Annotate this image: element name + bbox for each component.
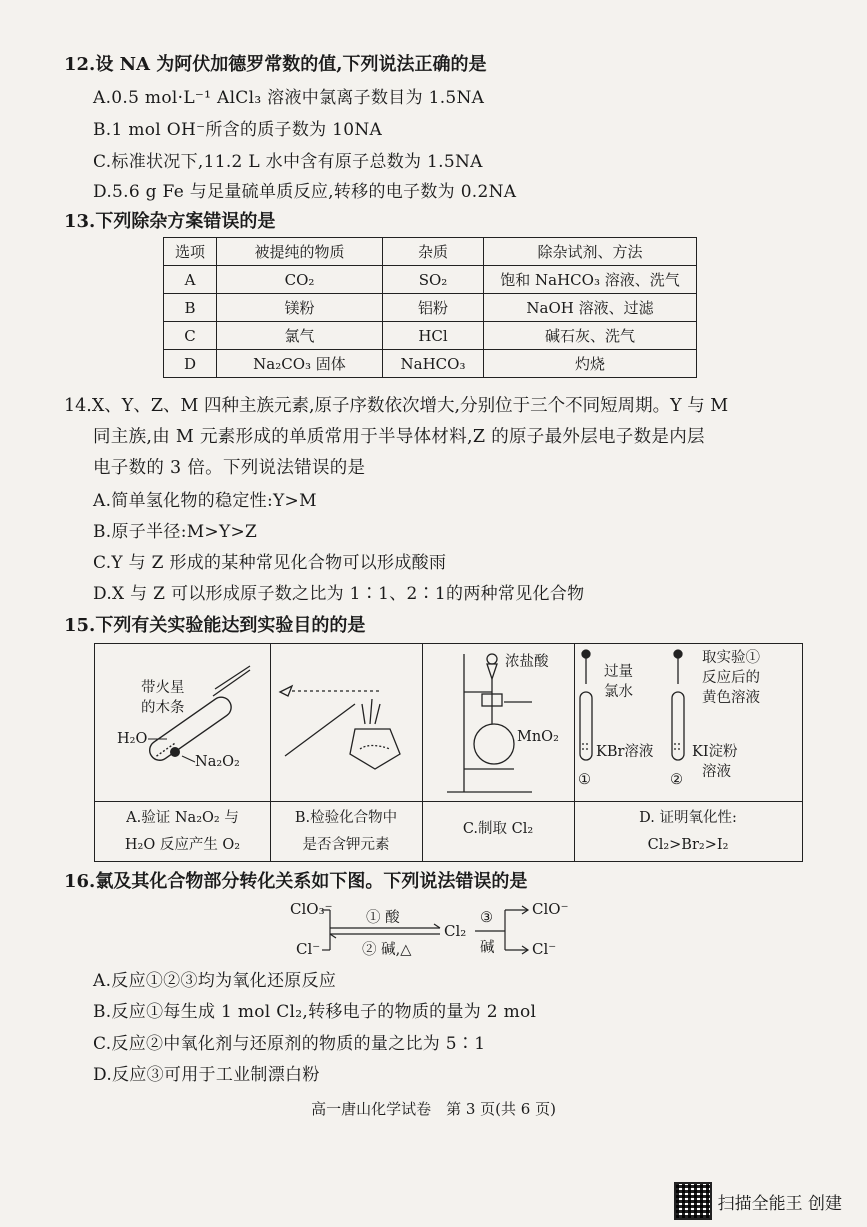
q14-option-d: D.X 与 Z 可以形成原子数之比为 1∶1、2∶1的两种常见化合物 [93, 584, 585, 604]
table-header: 杂质 [383, 238, 484, 266]
chlorine-conversion-diagram [290, 898, 590, 968]
yellow-solution-label-line1: 取实验① [702, 650, 760, 666]
q14-option-c: C.Y 与 Z 形成的某种常见化合物可以形成酸雨 [93, 553, 447, 573]
q16-option-c: C.反应②中氧化剂与还原剂的物质的量之比为 5∶1 [93, 1034, 486, 1054]
q13-stem: 13.下列除杂方案错误的是 [64, 211, 276, 232]
q12-option-b: B.1 mol OH⁻所含的质子数为 10NA [93, 120, 383, 140]
q16-option-d: D.反应③可用于工业制漂白粉 [93, 1065, 320, 1085]
caption-line: H₂O 反应产生 O₂ [124, 837, 241, 853]
reaction-2-label: ② 碱,△ [362, 942, 412, 958]
table-cell: 碱石灰、洗气 [484, 322, 697, 350]
mno2-label: MnO₂ [517, 729, 559, 745]
kbr-label: KBr溶液 [596, 744, 654, 760]
scanner-watermark [674, 1182, 842, 1220]
chloride-ion-right: Cl⁻ [532, 940, 557, 958]
table-cell: 饱和 NaHCO₃ 溶液、洗气 [484, 266, 697, 294]
q12-stem: 12.设 NA 为阿伏加德罗常数的值,下列说法正确的是 [64, 54, 487, 75]
splint-label-line2: 的木条 [141, 700, 185, 716]
conc-hcl-label: 浓盐酸 [505, 654, 549, 670]
table-header: 被提纯的物质 [217, 238, 383, 266]
table-row [164, 350, 697, 378]
table-cell: Na₂CO₃ 固体 [217, 350, 383, 378]
q16-stem: 16.氯及其化合物部分转化关系如下图。下列说法错误的是 [64, 871, 528, 892]
qr-code-icon [674, 1182, 712, 1220]
table-cell: CO₂ [217, 266, 383, 294]
chlorine-apparatus-figure [422, 644, 574, 801]
table-cell: NaHCO₃ [383, 350, 484, 378]
experiment-a [95, 644, 271, 861]
reaction-1-label: ① 酸 [366, 910, 400, 926]
table-cell: 氯气 [217, 322, 383, 350]
caption-line: Cl₂>Br₂>I₂ [647, 837, 729, 853]
q14-stem-line1: 14.X、Y、Z、M 四种主族元素,原子序数依次增大,分别位于三个不同短周期。Y 与 M [64, 396, 729, 416]
table-header: 除杂试剂、方法 [484, 238, 697, 266]
experiment-b [270, 644, 423, 861]
tube-number-2: ② [670, 772, 683, 788]
q14-stem-line2: 同主族,由 M 元素形成的单质常用于半导体材料,Z 的原子最外层电子数是内层 [93, 427, 705, 447]
q15-stem: 15.下列有关实验能达到实验目的的是 [64, 615, 366, 636]
experiment-c [422, 644, 575, 861]
yellow-solution-label-line2: 反应后的 [702, 670, 760, 686]
experiment-d [574, 644, 802, 861]
q16-option-b: B.反应①每生成 1 mol Cl₂,转移电子的物质的量为 2 mol [93, 1002, 537, 1022]
table-cell: B [164, 294, 217, 322]
q12-option-c: C.标准状况下,11.2 L 水中含有原子总数为 1.5NA [93, 152, 483, 172]
splint-label-line1: 带火星 [141, 680, 185, 696]
flame-test-figure [270, 644, 422, 801]
experiment-c-caption: C.制取 Cl₂ [422, 801, 574, 861]
caption-line: D. 证明氧化性: [639, 810, 737, 826]
yellow-solution-label-line3: 黄色溶液 [702, 690, 760, 706]
watermark-text: 扫描全能王 创建 [717, 1193, 842, 1214]
na2o2-label: Na₂O₂ [195, 754, 240, 770]
page-footer: 高一唐山化学试卷 第 3 页(共 6 页) [311, 1100, 556, 1118]
caption-line: B.检验化合物中 [294, 810, 398, 826]
tube-number-1: ① [578, 772, 591, 788]
reaction-3-label: ③ [480, 910, 493, 926]
hypochlorite-ion: ClO⁻ [532, 900, 569, 918]
chlorine-water-label-line2: 氯水 [604, 684, 633, 700]
experiment-d-caption [574, 801, 802, 861]
experiment-a-caption [95, 801, 270, 861]
table-cell: 镁粉 [217, 294, 383, 322]
ki-starch-label-line2: 溶液 [702, 764, 731, 780]
caption-line: 是否含钾元素 [302, 837, 390, 853]
chlorine-molecule: Cl₂ [444, 922, 467, 940]
tube-with-splint-figure [95, 644, 270, 801]
table-row [164, 266, 697, 294]
caption-line: A.验证 Na₂O₂ 与 [126, 810, 239, 826]
q13-table [163, 237, 697, 378]
table-header: 选项 [164, 238, 217, 266]
table-cell: D [164, 350, 217, 378]
q14-option-a: A.简单氢化物的稳定性:Y>M [93, 491, 317, 511]
q14-stem-line3: 电子数的 3 倍。下列说法错误的是 [93, 458, 366, 478]
table-row [164, 322, 697, 350]
table-cell: SO₂ [383, 266, 484, 294]
q12-option-a: A.0.5 mol·L⁻¹ AlCl₃ 溶液中氯离子数目为 1.5NA [93, 88, 485, 108]
q14-option-b: B.原子半径:M>Y>Z [93, 522, 258, 542]
q15-experiment-panel [94, 643, 803, 862]
table-cell: A [164, 266, 217, 294]
chlorine-water-label-line1: 过量 [604, 664, 633, 680]
chloride-ion-left: Cl⁻ [296, 940, 321, 958]
table-cell: C [164, 322, 217, 350]
q16-option-a: A.反应①②③均为氧化还原反应 [93, 971, 337, 991]
table-cell: NaOH 溶液、过滤 [484, 294, 697, 322]
table-cell: 灼烧 [484, 350, 697, 378]
chlorate-ion: ClO₃⁻ [290, 900, 333, 918]
table-cell: 铝粉 [383, 294, 484, 322]
ki-starch-label-line1: KI淀粉 [692, 744, 738, 760]
table-row [164, 294, 697, 322]
experiment-b-caption [270, 801, 422, 861]
water-label: H₂O [117, 731, 148, 747]
q12-option-d: D.5.6 g Fe 与足量硫单质反应,转移的电子数为 0.2NA [93, 182, 517, 202]
reaction-3-condition: 碱 [480, 940, 495, 956]
table-header-row [164, 238, 697, 266]
table-cell: HCl [383, 322, 484, 350]
